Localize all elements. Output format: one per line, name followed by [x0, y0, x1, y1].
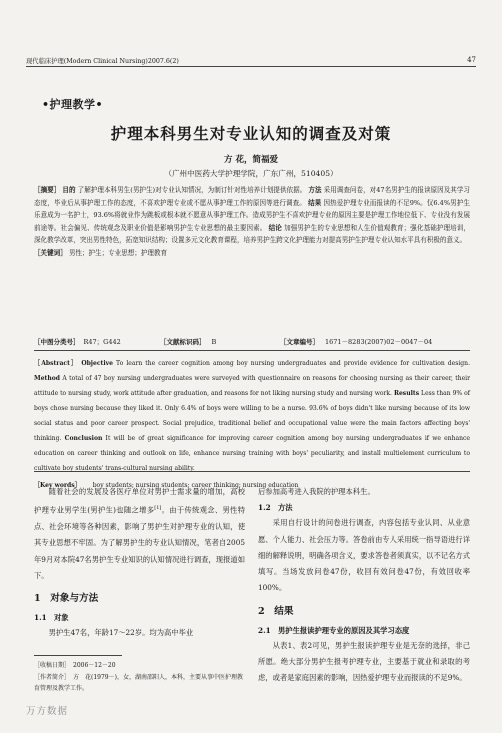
abstract-en-method-label: Method — [34, 375, 60, 382]
page-number: 47 — [467, 56, 476, 64]
watermark: 万方数据 — [26, 706, 69, 717]
keywords-en-text: boy students; nursing students; career thinking; nursing education — [92, 482, 299, 489]
abstract-method: 采用调查问卷，对47名男护生的报读原因及其学习态度，毕业后从事护理工作的态度，不喜欢护理专业或不愿从事护理工作的原因等进行调查。 — [34, 186, 470, 207]
body-paragraph: 从表1、表2可见，男护生报读护理专业是无奈的选择，非己所愿。绝大部分男护生报考护理专业，主要基于就业和录取的考虑，或者是家庭因素的影响，因热爱护理专业而报读的不足9%。 — [258, 640, 470, 683]
section-heading: 1 对象与方法 — [34, 593, 99, 605]
abstract-result: 因热爱护理专业而报读的不足9%。仅6.4%男护生乐意成为一名护士，93.6%将就业作为跳板或根本就不愿意从事护理工作。造成男护生不喜欢护理专业的原因主要是护理工作地位低下、专业没有发展前途等。社会偏见、传统观念及职业价值是影响男护生专业思想的最主要因素。 — [34, 198, 470, 232]
body-paragraph: 后参加高考进入我院的护理本科生。 — [258, 487, 375, 496]
doc-code-value: B — [211, 338, 217, 346]
abstract-conclusion: 加强男护生的专业思想和人生价值观教育；强化基础护理培训，深化教学改革，突出男性特色，拓宽知识结构；设置多元文化教育课程，培养男护生跨文化护理能力对提高男护生护理专业认知水平具有积极的意义。 — [34, 223, 470, 245]
abstract-chinese — [34, 184, 470, 260]
running-header — [26, 56, 476, 65]
footnote-rule — [34, 655, 122, 656]
abstract-en-results: Less than 9% of boys chose nursing because they liked it. Only 6.4% of boys were willing to be a nurse. 93.6% of boys didn't like nursing because of its low social status and poor career prospect. Social prejudice, traditional belief and occupational value were the main factors affecting boys' thinking. — [34, 390, 470, 442]
body-paragraph: 采用自行设计的问卷进行调查，内容包括专业认同、从业意愿、个人能力、社会压力等。答卷前由专人采用统一指导语进行详细的解释说明，明确各项含义，要求答卷者须真实，以不记名方式填写。当场发放问卷47份，收回有效问卷47份，有效回收率100%。 — [258, 518, 470, 593]
abstract-objective: 了解护理本科男生(男护生)对专业认知情况，为制订针对性培养计划提供依据。 — [75, 186, 307, 194]
body-column-left — [34, 484, 245, 642]
abstract-rule — [34, 350, 470, 351]
article-title: 护理本科男生对专业认知的调查及对策 — [110, 124, 392, 143]
clc-label: ［中图分类号］ — [34, 338, 80, 346]
citation-ref: [1] — [154, 505, 162, 512]
abstract-en-objective-label: Objective — [81, 360, 113, 367]
article-id-value: 1671－8283(2007)02－0047－04 — [325, 338, 433, 346]
keywords-en-label: ［Key words］ — [34, 482, 81, 489]
article-affiliation: （广州中医药大学护理学院，广东广州，510405） — [164, 169, 338, 178]
abstract-english — [34, 356, 470, 493]
abstract-en-label: ［Abstract］ — [34, 360, 79, 367]
abstract-method-label: 方法 — [308, 186, 322, 194]
body-paragraph: 男护生47名，年龄17～22岁。均为高中毕业 — [48, 628, 194, 638]
article-id-label: ［文章编号］ — [280, 338, 319, 346]
header-rule — [26, 66, 476, 67]
abstract-objective-label: 目的 — [62, 186, 76, 194]
body-column-right — [258, 484, 470, 687]
abstract-en-conclusion: It will be of great significance for improving career cognition among boy nursing undergraduates if we enhance education on career thinking and outlook on life, enhance nursing training with boys' peculiarity, and install multielement curriculum to cultivate boy students' trans-cultural nursing ability. — [34, 435, 470, 472]
footnote — [34, 660, 246, 695]
article-authors: 方 花，简福爱 — [224, 155, 278, 165]
column-label: •护理教学• — [42, 98, 104, 111]
received-date: ［收稿日期］ 2006－12－20 — [34, 662, 116, 669]
abstract-en-results-label: Results — [393, 390, 420, 397]
intro-text-rest: 。由于传统观念、男性特点、社会环境等各种因素，影响了男护生对护理专业的认知，使其专业思想不牢固。为了解男护生的专业认知情况，笔者自2005年9月对本院47名男护生专业知识的认知情况进行调查，现报道如下。 — [34, 505, 245, 580]
subsection-heading: 2.1 男护生报读护理专业的原因及其学习态度 — [258, 625, 410, 635]
intro-paragraph — [34, 484, 245, 584]
keywords-chinese — [34, 247, 470, 260]
journal-name: 现代临床护理(Modern Clinical Nursing)2007.6(2) — [26, 58, 179, 65]
abstract-label: ［摘要］ — [34, 186, 61, 194]
intro-text: 随着社会的发展及各医疗单位对男护士需求量的增加，高校护理专业男学生(男护生)也随之增多 — [34, 487, 245, 515]
clc-value: R47；G442 — [83, 338, 121, 346]
keywords-text: 男性；护生；专业思想；护理教育 — [68, 248, 168, 257]
abstract-en-objective: To learn the career cognition among boy nursing undergraduates and provide evidence for cultivation design. — [112, 360, 470, 367]
abstract-en-method: A total of 47 boy nursing undergraduates were surveyed with questionnaire on reasons for choosing nursing as their career, their attitude to nursing study, work attitude after graduation, and reasons for not liking nursing study and nursing work. — [34, 375, 470, 397]
subsection-heading: 1.1 对象 — [34, 613, 69, 623]
abstract-conclusion-label: 结论 — [268, 223, 282, 232]
author-bio: ［作者简介］ 方 花(1979－)，女，湖南邵阳人，本科，主要从事中医护理教育管理及教学工作。 — [34, 673, 243, 692]
doc-code-label: ［文献标识码］ — [160, 338, 206, 346]
section-heading: 2 结果 — [258, 605, 294, 617]
abstract-result-label: 结果 — [308, 198, 322, 207]
keywords-label: ［关键词］ — [34, 248, 67, 257]
keywords-rule — [34, 471, 470, 472]
abstract-en-conclusion-label: Conclusion — [64, 435, 103, 442]
subsection-heading: 1.2 方法 — [258, 503, 293, 513]
